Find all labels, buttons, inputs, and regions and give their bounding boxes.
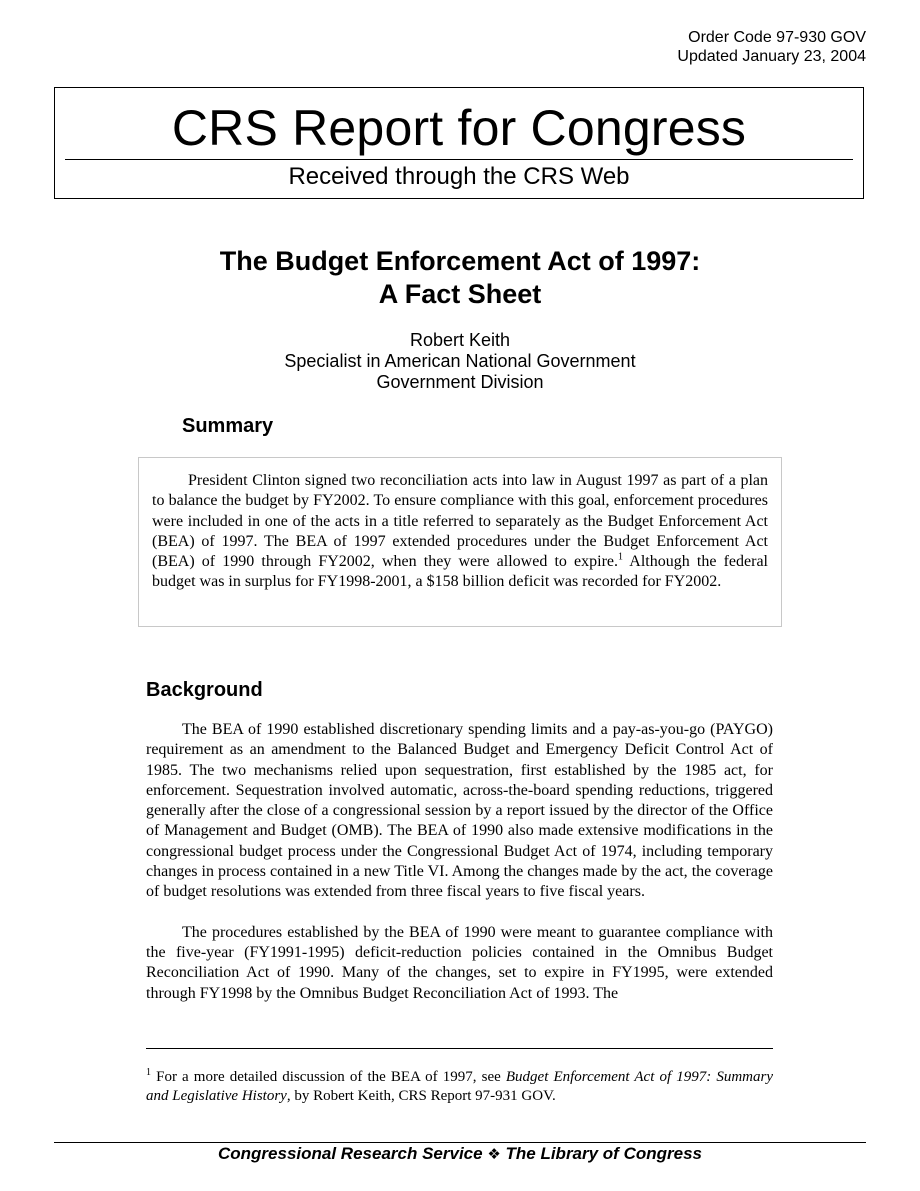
background-body [146,720,773,1004]
order-code: Order Code 97-930 GOV [688,29,866,46]
footer-right: The Library of Congress [505,1144,702,1163]
order-code-block [677,28,866,66]
background-paragraph-2: The procedures established by the BEA of 1990 were meant to guarantee compliance with the five-year (FY1991-1995) deficit-reduction policies contained in the Omnibus Budget Reconciliation Act of 1990. Many of the changes, set to expire in FY1995, were extended through FY1998 by the Omnibus Budget Reconciliation Act of 1993. The [146,923,773,1002]
background-paragraph-1: The BEA of 1990 established discretionary spending limits and a pay-as-you-go (PAYGO) requirement as an amendment to the Balanced Budget and Emergency Deficit Control Act of 1985. The two mechanisms relied upon sequestration, first established by the 1985 act, for enforcement. Sequestration involved automatic, across-the-board spending reductions, triggered generally after the close of a congressional session by a report issued by the director of the Office of Management and Budget (OMB). The BEA of 1990 also made extensive modifications in the congressional budget process under the Congressional Budget Act of 1974, including temporary changes in process contained in a new Title VI. Among the changes made by the act, the coverage of budget resolutions was extended from three fiscal years to five fiscal years. [146,721,773,901]
footnote-text-before: For a more detailed discussion of the BEA of 1997, see [151,1069,506,1085]
summary-heading: Summary [182,415,274,437]
footer-line [0,1143,920,1165]
report-title-line1: The Budget Enforcement Act of 1997: [219,246,701,276]
masthead-subtitle: Received through the CRS Web [288,163,630,190]
report-title-line2: A Fact Sheet [378,279,542,309]
summary-text-part1: President Clinton signed two reconciliation acts into law in August 1997 as part of a plan to balance the budget by FY2002. To ensure compliance with this goal, enforcement procedures were included in one of the acts in a title referred to separately as the Budget Enforcement Act (BEA) of 1997. The BEA of 1997 extended procedures under the Budget Enforcement Act (BEA) of 1990 through FY2002, when they were allowed to expire. [152,472,768,571]
footnote-rule [146,1048,773,1049]
author-division: Government Division [376,372,544,392]
author-title: Specialist in American National Government [284,351,636,371]
updated-date: Updated January 23, 2004 [677,48,866,65]
author-block [0,330,920,393]
footnote-ref[interactable]: 1 [618,551,624,563]
masthead-title: CRS Report for Congress [171,100,747,156]
author-name: Robert Keith [409,330,511,350]
masthead [54,87,864,199]
summary-text-part2: Although the federal budget was in surplus for FY1998-2001, a $158 billion deficit was recorded for FY2002. [152,553,769,591]
report-title [0,245,920,311]
summary-text [152,471,768,593]
footnote-cited-title: Budget Enforcement Act of 1997: Summary and Legislative History [146,1069,773,1104]
footnote [146,1068,773,1106]
background-heading: Background [146,679,263,701]
footnote-number: 1 [146,1067,151,1078]
footer-left: Congressional Research Service [218,1144,483,1163]
footnote-text-after: , by Robert Keith, CRS Report 97-931 GOV. [286,1088,556,1104]
masthead-rule [65,159,853,160]
summary-box [138,457,782,627]
diamond-cluster-icon: ❖ [487,1145,501,1163]
